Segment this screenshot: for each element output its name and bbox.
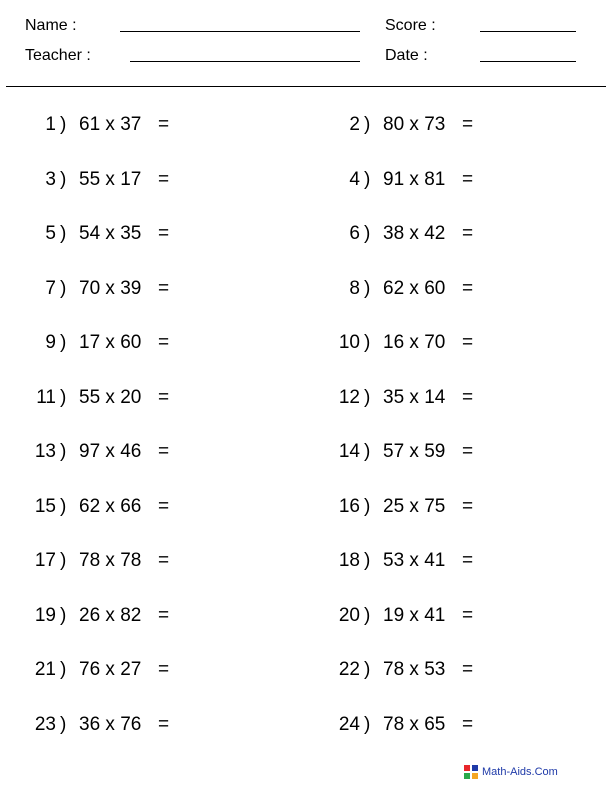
equals-sign: = (158, 223, 170, 244)
problem-paren: ) (364, 441, 371, 462)
problem-number: 2 (349, 114, 360, 135)
equals-sign: = (462, 223, 474, 244)
equals-sign: = (462, 332, 474, 353)
problem-item (18, 114, 318, 136)
problem-item (322, 714, 612, 736)
problem-paren: ) (60, 659, 67, 680)
problem-item (322, 278, 612, 300)
footer-brand (464, 764, 558, 780)
problem-paren: ) (364, 223, 371, 244)
problem-item (322, 496, 612, 518)
problem-number: 14 (338, 441, 360, 462)
problem-item (18, 605, 318, 627)
problem-expression: 53 x 41 (383, 550, 446, 571)
teacher-line (130, 61, 360, 62)
equals-sign: = (462, 387, 474, 408)
problem-expression: 55 x 20 (79, 387, 142, 408)
problem-expression: 19 x 41 (383, 605, 446, 626)
math-aids-logo-icon (464, 765, 478, 779)
score-label: Score : (385, 17, 436, 34)
problem-paren: ) (60, 278, 67, 299)
problem-number: 7 (45, 278, 56, 299)
equals-sign: = (462, 114, 474, 135)
problem-number: 15 (34, 496, 56, 517)
problem-expression: 57 x 59 (383, 441, 446, 462)
problem-item (18, 550, 318, 572)
problem-expression: 78 x 78 (79, 550, 142, 571)
equals-sign: = (158, 114, 170, 135)
equals-sign: = (158, 659, 170, 680)
problem-paren: ) (60, 332, 67, 353)
problem-number: 20 (338, 605, 360, 626)
problem-expression: 54 x 35 (79, 223, 142, 244)
date-line (480, 61, 576, 62)
problem-paren: ) (364, 332, 371, 353)
header-divider (6, 86, 606, 87)
problem-paren: ) (364, 387, 371, 408)
problem-number: 4 (349, 169, 360, 190)
problem-item (322, 387, 612, 409)
problem-expression: 25 x 75 (383, 496, 446, 517)
problem-number: 1 (45, 114, 56, 135)
problem-item (322, 550, 612, 572)
problem-expression: 55 x 17 (79, 169, 142, 190)
problem-expression: 26 x 82 (79, 605, 142, 626)
problem-paren: ) (364, 169, 371, 190)
problem-number: 19 (34, 605, 56, 626)
problem-paren: ) (60, 387, 67, 408)
problem-paren: ) (60, 496, 67, 517)
problem-paren: ) (364, 714, 371, 735)
problem-expression: 61 x 37 (79, 114, 142, 135)
name-line (120, 31, 360, 32)
equals-sign: = (158, 332, 170, 353)
problem-expression: 62 x 60 (383, 278, 446, 299)
problem-item (322, 114, 612, 136)
equals-sign: = (462, 550, 474, 571)
problem-expression: 38 x 42 (383, 223, 446, 244)
equals-sign: = (158, 169, 170, 190)
problem-number: 18 (338, 550, 360, 571)
problem-number: 8 (349, 278, 360, 299)
problem-item (18, 332, 318, 354)
problem-number: 11 (36, 387, 56, 408)
problem-paren: ) (60, 550, 67, 571)
problem-number: 6 (349, 223, 360, 244)
problem-expression: 91 x 81 (383, 169, 446, 190)
equals-sign: = (158, 278, 170, 299)
problem-paren: ) (60, 605, 67, 626)
problem-paren: ) (60, 714, 67, 735)
equals-sign: = (158, 441, 170, 462)
problem-expression: 35 x 14 (383, 387, 446, 408)
footer-site-name: Math-Aids.Com (482, 766, 558, 778)
equals-sign: = (158, 605, 170, 626)
problem-number: 21 (34, 659, 56, 680)
equals-sign: = (158, 387, 170, 408)
problem-number: 24 (338, 714, 360, 735)
problem-paren: ) (364, 605, 371, 626)
problem-paren: ) (364, 278, 371, 299)
problem-number: 13 (34, 441, 56, 462)
equals-sign: = (158, 550, 170, 571)
problem-expression: 62 x 66 (79, 496, 142, 517)
problem-item (18, 223, 318, 245)
name-label: Name : (25, 17, 77, 34)
equals-sign: = (462, 605, 474, 626)
problem-item (18, 714, 318, 736)
problem-item (18, 441, 318, 463)
equals-sign: = (462, 714, 474, 735)
problem-item (322, 332, 612, 354)
problem-paren: ) (364, 496, 371, 517)
problem-item (18, 169, 318, 191)
equals-sign: = (462, 278, 474, 299)
equals-sign: = (158, 714, 170, 735)
equals-sign: = (158, 496, 170, 517)
problem-item (322, 659, 612, 681)
problem-item (18, 278, 318, 300)
problem-number: 5 (45, 223, 56, 244)
problem-expression: 16 x 70 (383, 332, 446, 353)
problem-expression: 17 x 60 (79, 332, 142, 353)
problem-number: 10 (338, 332, 360, 353)
problem-number: 12 (338, 387, 360, 408)
problem-number: 16 (338, 496, 360, 517)
problem-item (322, 605, 612, 627)
problem-expression: 80 x 73 (383, 114, 446, 135)
problem-paren: ) (364, 114, 371, 135)
problem-expression: 78 x 65 (383, 714, 446, 735)
equals-sign: = (462, 441, 474, 462)
problem-expression: 36 x 76 (79, 714, 142, 735)
problem-expression: 97 x 46 (79, 441, 142, 462)
problem-number: 3 (45, 169, 56, 190)
problem-item (322, 441, 612, 463)
problem-item (18, 496, 318, 518)
problem-number: 22 (338, 659, 360, 680)
problem-paren: ) (364, 550, 371, 571)
teacher-label: Teacher : (25, 47, 91, 64)
problem-number: 9 (45, 332, 56, 353)
equals-sign: = (462, 169, 474, 190)
equals-sign: = (462, 496, 474, 517)
problem-paren: ) (60, 441, 67, 462)
problem-item (322, 169, 612, 191)
score-line (480, 31, 576, 32)
problem-paren: ) (60, 114, 67, 135)
equals-sign: = (462, 659, 474, 680)
problem-item (18, 387, 318, 409)
problem-number: 17 (34, 550, 56, 571)
problem-item (18, 659, 318, 681)
date-label: Date : (385, 47, 428, 64)
problem-expression: 78 x 53 (383, 659, 446, 680)
problem-paren: ) (60, 223, 67, 244)
problem-expression: 76 x 27 (79, 659, 142, 680)
problem-item (322, 223, 612, 245)
problem-expression: 70 x 39 (79, 278, 142, 299)
problem-number: 23 (34, 714, 56, 735)
problem-paren: ) (60, 169, 67, 190)
problem-paren: ) (364, 659, 371, 680)
